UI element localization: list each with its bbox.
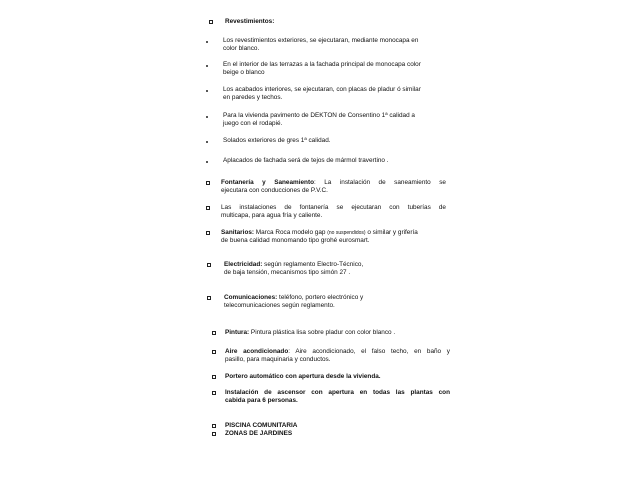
bullet-dot [206,90,208,92]
revestimientos-item-5-line-1: Solados exteriores de gres 1ª calidad. [223,137,331,144]
checkbox-bullet [207,296,211,300]
aire-text: : Aire acondicionado, el falso techo, en baño y [288,348,450,355]
revestimientos-item-2-line-2: beige o blanco [223,69,265,76]
revestimientos-item-3-line-1: Los acabados interiores, se ejecutaran, con placas de pladur ó similar [223,86,421,93]
bullet-dot [206,65,208,67]
fontaneria-title: Fontanería y Saneamiento [221,179,314,186]
aire-line-2: pasillo, para maquinaria y conductos. [225,356,331,363]
checkbox-bullet [212,432,216,436]
revestimientos-item-4-line-2: juego con el rodapié. [223,120,283,127]
jardines-line: ZONAS DE JARDINES [225,430,293,437]
portero-line-1: Portero automático con apertura desde la vivienda. [225,373,381,380]
revestimientos-item-1-line-1: Los revestimientos exteriores, se ejecutaran, mediante monocapa en [223,37,419,44]
checkbox-bullet [212,391,216,395]
electricidad-line-1 [224,261,363,269]
checkbox-bullet [212,375,216,379]
electricidad-title: Electricidad: [224,261,263,268]
electricidad-text: según reglamento Electro-Técnico, [262,261,364,268]
checkbox-bullet [207,263,211,267]
comunicaciones-line-1 [224,294,363,302]
section-title-revestimientos: Revestimientos: [225,18,275,25]
checkbox-bullet [206,206,210,210]
revestimientos-item-3-line-2: en paredes y techos. [223,94,283,101]
bullet-dot [206,161,208,163]
sanitarios-note: (no suspendidos) [327,230,366,236]
checkbox-bullet [206,231,210,235]
comunicaciones-text: teléfono, portero electrónico y [277,294,364,301]
checkbox-bullet [206,181,210,185]
fontaneria-line-2: ejecutara con conducciones de P.V.C. [221,187,328,194]
bullet-dot [206,116,208,118]
comunicaciones-title: Comunicaciones: [224,294,278,301]
pintura-line-1 [225,329,395,337]
bullet-dot [206,41,208,43]
sanitarios-title: Sanitarios: [221,229,255,236]
fontaneria-text: : La instalación de saneamiento se [313,179,446,186]
ascensor-line-2: cabida para 6 personas. [225,397,298,404]
revestimientos-item-6-line-1: Aplacados de fachada será de tejos de mármol travertino . [223,157,389,164]
sanitarios-text-end: o similar y grifería [365,229,418,236]
revestimientos-item-1-line-2: color blanco. [223,45,260,52]
checkbox-bullet [212,424,216,428]
bullet-dot [206,141,208,143]
aire-line-1 [225,348,450,356]
revestimientos-item-2-line-1: En el interior de las terrazas a la fachada principal de monocapa color [223,61,421,68]
revestimientos-item-4-line-1: Para la vivienda pavimento de DEKTON de Consentino 1ª calidad a [223,112,415,119]
sanitarios-line-1 [221,229,418,237]
checkbox-bullet [212,331,216,335]
comunicaciones-line-2: telecomunicaciones según reglamento. [224,302,335,309]
checkbox-bullet [209,20,213,24]
fontaneria-line-1 [221,179,446,187]
instalaciones-line-1: Las instalaciones de fontanería se ejecutaran con tuberías de [221,204,446,211]
piscina-line: PISCINA COMUNITARIA [225,422,298,429]
pintura-text: Pintura plástica lisa sobre pladur con color blanco . [249,329,396,336]
aire-title: Aire acondicionado [225,348,289,355]
electricidad-line-2: de baja tensión, mecanismos tipo simón 27 . [224,269,351,276]
sanitarios-line-2: de buena calidad monomando tipo grohé eurosmart. [221,237,370,244]
ascensor-line-1: Instalación de ascensor con apertura en todas las plantas con [225,389,450,396]
pintura-title: Pintura: [225,329,250,336]
sanitarios-text: Marca Roca modelo gap [254,229,328,236]
instalaciones-line-2: multicapa, para agua fría y caliente. [221,212,323,219]
checkbox-bullet [212,350,216,354]
